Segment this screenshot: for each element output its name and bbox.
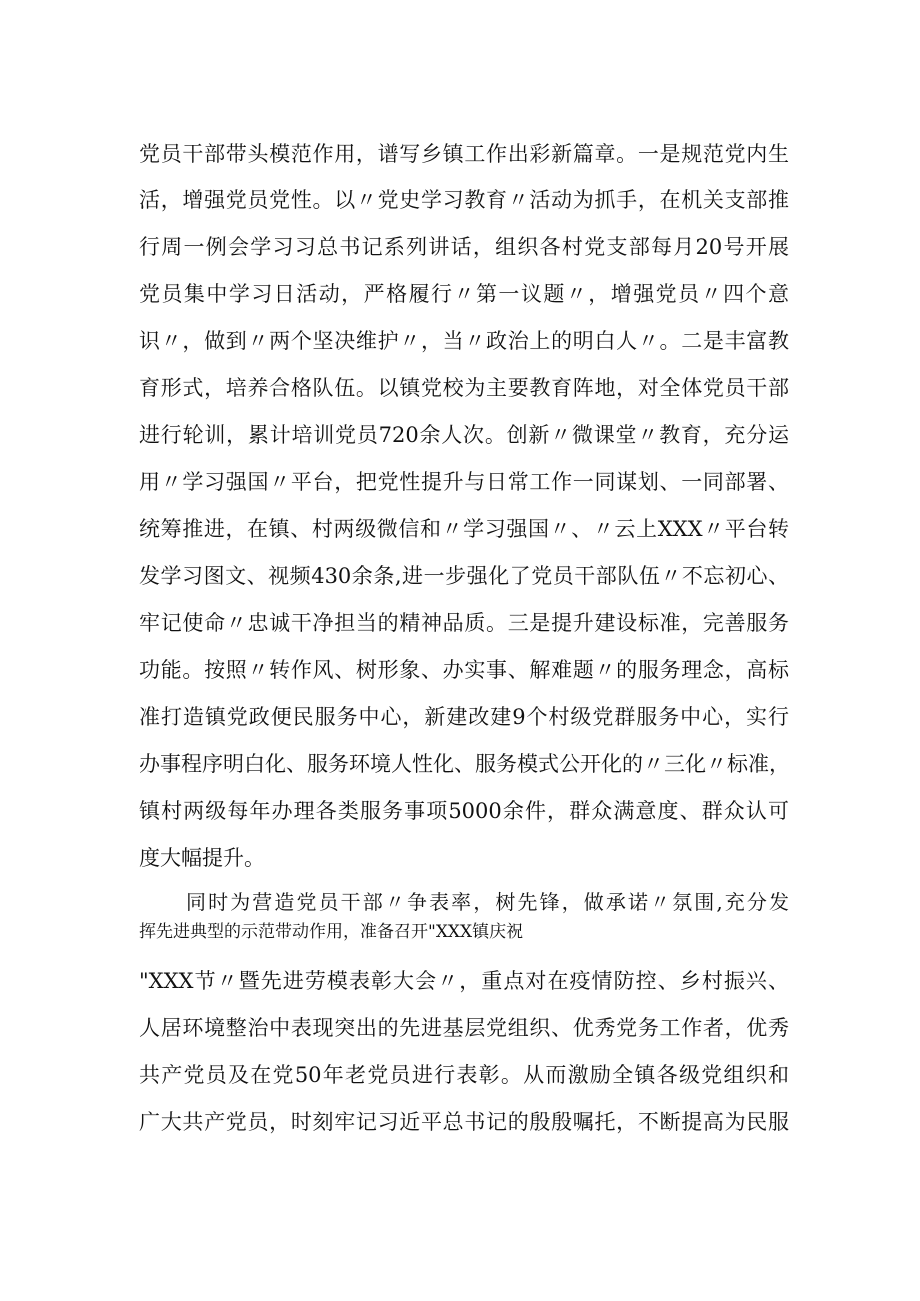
paragraph-line: 挥先进典型的示范带动作用，准备召开"XXX镇庆祝: [139, 922, 524, 942]
paragraph-line: 人居环境整治中表现突出的先进基层党组织、优秀党务工作者，优秀: [139, 1016, 789, 1040]
paragraph-line: "XXX节〃暨先进劳模表彰大会〃，重点对在疫情防控、乡村振兴、: [139, 969, 789, 993]
paragraph-line: 行周一例会学习习总书记系列讲话，组织各村党支部每月20号开展: [139, 235, 789, 259]
paragraph-line: 镇村两级每年办理各类服务事项5000余件，群众满意度、群众认可: [139, 799, 789, 823]
paragraph-line: 广大共产党员，时刻牢记习近平总书记的殷殷嘱托，不断提高为民服: [139, 1110, 789, 1134]
paragraph-line: 发学习图文、视频430余条,进一步强化了党员干部队伍〃不忘初心、: [139, 564, 789, 588]
paragraph-line: 用〃学习强国〃平台，把党性提升与日常工作一同谋划、一同部署、: [139, 470, 789, 494]
paragraph-line: 牢记使命〃忠诚干净担当的精神品质。三是提升建设标准，完善服务: [139, 611, 789, 635]
paragraph-line: 度大幅提升。: [139, 846, 265, 870]
paragraph-line: 功能。按照〃转作风、树形象、办实事、解难题〃的服务理念，高标: [139, 658, 789, 682]
paragraph-line: 育形式，培养合格队伍。以镇党校为主要教育阵地，对全体党员干部: [139, 376, 789, 400]
paragraph-line: 办事程序明白化、服务环境人性化、服务模式公开化的〃三化〃标准，: [139, 752, 790, 776]
paragraph-line: 识〃，做到〃两个坚决维护〃，当〃政治上的明白人〃。二是丰富教: [139, 329, 789, 353]
paragraph-line: 共产党员及在党50年老党员进行表彰。从而激励全镇各级党组织和: [139, 1063, 789, 1087]
paragraph-line: 准打造镇党政便民服务中心，新建改建9个村级党群服务中心，实行: [139, 705, 789, 729]
paragraph-line: 统筹推进，在镇、村两级微信和〃学习强国〃、〃云上XXX〃平台转: [139, 517, 789, 541]
paragraph-line: 进行轮训，累计培训党员720余人次。创新〃微课堂〃教育，充分运: [139, 423, 789, 447]
paragraph-line: 党员集中学习日活动，严格履行〃第一议题〃，增强党员〃四个意: [139, 282, 789, 306]
paragraph-line: 活，增强党员党性。以〃党史学习教育〃活动为抓手，在机关支部推: [139, 188, 789, 212]
paragraph-line: 同时为营造党员干部〃争表率，树先锋，做承诺〃氛围,充分发: [186, 890, 789, 914]
paragraph-line: 党员干部带头模范作用，谱写乡镇工作出彩新篇章。一是规范党内生: [139, 142, 789, 166]
